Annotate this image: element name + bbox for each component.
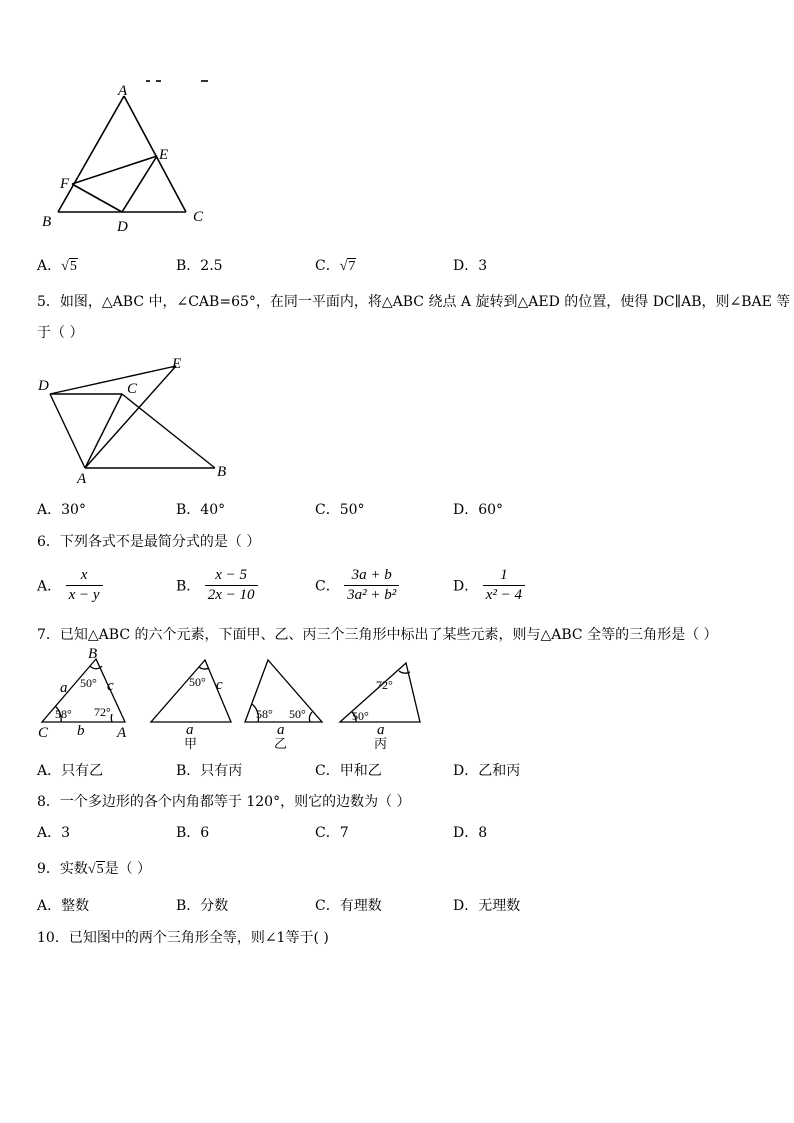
q4-option-d[interactable]: D．3 [453,258,488,274]
q4-option-b[interactable]: B．2.5 [176,258,223,274]
q7-main-label-C: C [38,725,49,741]
q7-main-label-B: B [88,646,98,662]
q4-option-a[interactable]: A．√5 [37,258,77,274]
q4-label-D: D [117,219,128,235]
q7-option-b[interactable]: B．只有丙 [176,763,243,779]
q4-label-F: F [60,176,70,192]
q6-option-c[interactable]: C． $\frac{3a + b}{\text{3a² + b²}}$ [315,567,399,604]
q4-label-C: C [193,209,204,225]
q6-option-b[interactable]: B． $\frac{x - 5}{2x - 10}$ [176,567,258,604]
sqrt-symbol: √7 [339,259,356,274]
sqrt-symbol: √5 [87,862,104,877]
q7-option-d[interactable]: D．乙和丙 [453,763,521,779]
q7-jia-label-a: a [186,722,194,738]
q7-yi-label-a: a [277,722,285,738]
fraction: $\frac{x}{x - y}$ [66,567,103,604]
q5-label-D: D [38,378,49,394]
q7-main-label-A: A [117,725,127,741]
q7-main-label-c: c [107,678,114,694]
q4-label-A: A [118,83,128,99]
q5-option-b[interactable]: B．40° [176,502,226,518]
q7-jia-label-c: c [216,677,223,693]
q5-label-E: E [172,356,182,372]
q4-option-c[interactable]: C．√7 [315,258,356,274]
q5-option-a[interactable]: A．30° [37,502,86,518]
q5-option-c[interactable]: C．50° [315,502,365,518]
q5-label-B: B [217,464,227,480]
q6-option-d[interactable]: D． $\frac{1}{\text{x² − 4}}$ [453,567,525,604]
q7-yi-angle-2: 50° [289,707,306,721]
q7-option-c[interactable]: C．甲和乙 [315,763,382,779]
q9-option-b[interactable]: B．分数 [176,898,229,914]
q7-text: 7．已知△ABC 的六个元素，下面甲、乙、丙三个三角形中标出了某些元素，则与△ABC 全等的三角形是（ ） [37,627,718,643]
q9-option-c[interactable]: C．有理数 [315,898,382,914]
q4-label-B: B [42,214,52,230]
q7-option-a[interactable]: A．只有乙 [37,763,104,779]
q7-jia-angle: 50° [189,675,206,689]
q8-text: 8．一个多边形的各个内角都等于 120°，则它的边数为（ ） [37,794,411,810]
q7-bing-angle-2: 50° [352,709,369,723]
fraction: $\frac{3a + b}{\text{3a² + b²}}$ [344,567,399,604]
q5-figure [30,352,240,487]
q10-text: 10．已知图中的两个三角形全等，则∠1等于( ) [37,930,329,946]
q4-label-E: E [159,147,169,163]
q8-option-a[interactable]: A．3 [37,825,71,841]
q8-option-c[interactable]: C．7 [315,825,349,841]
q7-bing-label-a: a [377,722,385,738]
q7-main-angle-C: 58° [55,707,72,721]
q6-text: 6．下列各式不是最简分式的是（ ） [37,534,261,550]
q9-option-d[interactable]: D．无理数 [453,898,521,914]
q7-bing-angle-1: 72° [376,678,393,692]
q5-option-d[interactable]: D．60° [453,502,504,518]
q8-option-d[interactable]: D．8 [453,825,488,841]
q7-main-angle-B: 50° [80,676,97,690]
q5-text-line2: 于（ ） [37,325,84,341]
q7-jia-name: 甲 [184,736,198,751]
q7-main-label-b: b [77,723,85,739]
q7-figure [30,646,430,756]
q9-option-a[interactable]: A．整数 [37,898,90,914]
q6-option-a[interactable]: A． $\frac{x}{x - y}$ [37,567,103,604]
q7-yi-angle-1: 58° [256,707,273,721]
q7-main-label-a: a [60,680,68,696]
sqrt-symbol: √5 [61,259,77,274]
q7-main-angle-A: 72° [94,705,111,719]
q4-figure [36,74,236,239]
q9-text: 9．实数√5是（ ） [37,861,152,877]
q7-yi-name: 乙 [274,736,288,751]
q5-text-line1: 5．如图，△ABC 中，∠CAB=65°，在同一平面内，将△ABC 绕点 A 旋转到△AED 的位置，使得 DC∥AB，则∠BAE 等 [37,294,791,310]
fraction: $\frac{x - 5}{2x - 10}$ [205,567,258,604]
q7-bing-name: 丙 [374,736,388,751]
fraction: $\frac{1}{\text{x² − 4}}$ [483,567,525,604]
q5-label-A: A [77,471,87,487]
q5-label-C: C [127,381,138,397]
q8-option-b[interactable]: B．6 [176,825,210,841]
